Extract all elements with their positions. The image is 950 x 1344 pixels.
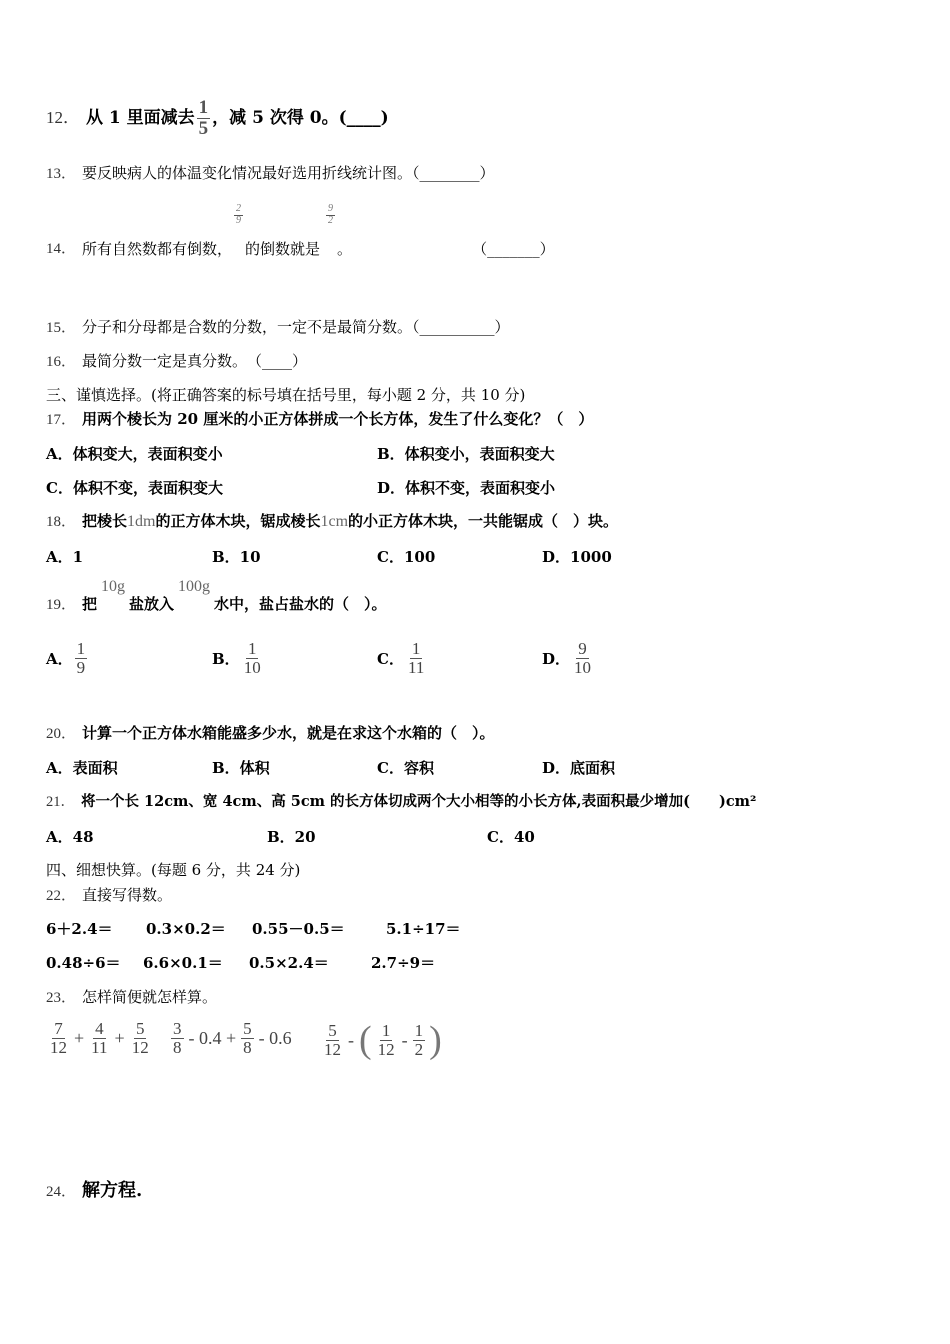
- question-number: 16．: [46, 354, 77, 370]
- fraction: $\frac{7}{12}$: [50, 1019, 67, 1057]
- option-c[interactable]: C．体积不变，表面积变大: [46, 479, 223, 497]
- option-b[interactable]: B．体积: [212, 759, 270, 777]
- calc-item: 0.48÷6＝: [46, 954, 121, 972]
- question-number: 20．: [46, 726, 77, 742]
- option-b[interactable]: B．20: [267, 828, 316, 846]
- question-18: 18． 把棱长1dm的正方体木块，锯成棱长1cm的小正方体木块，一共能锯成（ ）块。: [46, 512, 619, 530]
- question-number: 19．: [46, 597, 77, 613]
- question-number: 21．: [46, 794, 75, 810]
- option-b[interactable]: B．10: [212, 548, 261, 566]
- fraction: $\frac{1}{5}$: [198, 97, 209, 139]
- option-d[interactable]: D． $\frac{9}{10}$: [542, 639, 592, 677]
- fraction: $\frac{3}{8}$: [173, 1019, 182, 1057]
- question-12: 12． 从 1 里面减去 $\frac{1}{5}$ ，减 5 次得 0。(____): [46, 97, 389, 139]
- option-d[interactable]: D．体积不变，表面积变小: [377, 479, 556, 497]
- option-c[interactable]: C．100: [377, 548, 436, 566]
- fraction: $\frac{9}{10}$: [574, 639, 592, 677]
- calc-item: 0.55－0.5＝: [252, 920, 345, 938]
- section-heading: 三、谨慎选择。(将正确答案的标号填在括号里，每小题 2 分，共 10 分): [46, 386, 526, 404]
- answer-blank[interactable]: （_______）: [472, 240, 555, 258]
- option-a[interactable]: A．1: [46, 548, 84, 566]
- question-text: 直接写得数。: [82, 886, 173, 904]
- calc-item: 0.3×0.2＝: [146, 920, 226, 938]
- calc-item: 5.1÷17＝: [386, 920, 461, 938]
- option-c[interactable]: C．容积: [377, 759, 434, 777]
- question-number: 13．: [46, 166, 77, 182]
- question-text: 最简分数一定是真分数。 （____）: [82, 352, 308, 370]
- option-b[interactable]: B． $\frac{1}{10}$: [212, 639, 261, 677]
- question-text: 要反映病人的体温变化情况最好选用折线统计图。（________）: [82, 164, 495, 182]
- question-number: 14．: [46, 241, 77, 257]
- question-19: 19． 把 10g 盐放入 100g 水中，盐占盐水的（ ）。: [46, 578, 387, 613]
- question-text: 分子和分母都是合数的分数，一定不是最简分数。（__________）: [82, 318, 510, 336]
- fraction: $\frac{1}{11}$: [407, 639, 425, 677]
- question-13: [46, 162, 495, 183]
- option-c[interactable]: C． $\frac{1}{11}$: [377, 639, 425, 677]
- question-text: 怎样简便就怎样算。: [82, 988, 218, 1006]
- option-b[interactable]: B．体积变小，表面积变大: [377, 445, 555, 463]
- question-text: 计算一个正方体水箱能盛多少水，就是在求这个水箱的（ ）。: [82, 724, 495, 742]
- question-22: [46, 884, 172, 905]
- expression-2: $\frac{3}{8}$ - 0.4 + $\frac{5}{8}$ - 0.6: [173, 1019, 292, 1057]
- question-number: 22．: [46, 888, 77, 904]
- question-number: 24．: [46, 1184, 77, 1200]
- expression-3: $\frac{5}{12}$ - ( $\frac{1}{12}$ - $\frac{1}{2}$ ): [324, 1019, 442, 1061]
- fraction: $\frac{1}{10}$: [243, 639, 261, 677]
- option-a[interactable]: A．48: [46, 828, 94, 846]
- section-heading: 四、细想快算。(每题 6 分，共 24 分): [46, 861, 301, 879]
- question-14: 14． 所有自然数都有倒数， $\frac{2}{9}$ 的倒数就是 $\frac{9}{2}$ 。 （_______）: [46, 203, 555, 258]
- question-15: [46, 316, 510, 337]
- question-23: [46, 986, 217, 1007]
- fraction: $\frac{2}{9}$: [236, 203, 242, 226]
- fraction: $\frac{9}{2}$: [328, 203, 334, 226]
- fraction: $\frac{1}{9}$: [76, 639, 86, 677]
- fraction: $\frac{5}{12}$: [131, 1019, 149, 1057]
- option-c[interactable]: C．40: [487, 828, 535, 846]
- question-number: 17．: [46, 412, 77, 428]
- fraction: $\frac{1}{12}$: [377, 1020, 395, 1059]
- fraction: $\frac{1}{2}$: [414, 1020, 424, 1059]
- question-text: 用两个棱长为 20 厘米的小正方体拼成一个长方体，发生了什么变化？（ ）: [82, 410, 594, 428]
- option-a[interactable]: A．表面积: [46, 759, 118, 777]
- option-d[interactable]: D．1000: [542, 548, 612, 566]
- option-d[interactable]: D．底面积: [542, 759, 616, 777]
- question-text: 将一个长 12cm、宽 4cm、高 5cm 的长方体切成两个大小相等的小长方体,表面积最少增加( )cm²: [81, 793, 757, 810]
- option-a[interactable]: A．体积变大，表面积变小: [46, 445, 223, 463]
- expression-1: $\frac{7}{12}$ + $\frac{4}{11}$ + $\frac{5}{12}$: [50, 1019, 149, 1057]
- fraction: $\frac{5}{8}$: [243, 1019, 252, 1057]
- question-17: [46, 408, 593, 429]
- question-number: 18．: [46, 514, 77, 530]
- fraction: $\frac{5}{12}$: [324, 1020, 341, 1059]
- question-text: 解方程.: [82, 1180, 143, 1201]
- calc-item: 6＋2.4＝: [46, 920, 113, 938]
- question-24: [46, 1176, 142, 1202]
- question-20: [46, 722, 495, 743]
- question-21: [46, 790, 756, 811]
- calc-item: 2.7÷9＝: [371, 954, 436, 972]
- question-number: 15．: [46, 320, 77, 336]
- question-number: 12．: [46, 107, 80, 127]
- option-a[interactable]: A． $\frac{1}{9}$: [46, 639, 86, 677]
- question-number: 23．: [46, 990, 77, 1006]
- calc-item: 0.5×2.4＝: [249, 954, 329, 972]
- calc-item: 6.6×0.1＝: [143, 954, 223, 972]
- fraction: $\frac{4}{11}$: [91, 1019, 108, 1057]
- question-16: [46, 350, 307, 371]
